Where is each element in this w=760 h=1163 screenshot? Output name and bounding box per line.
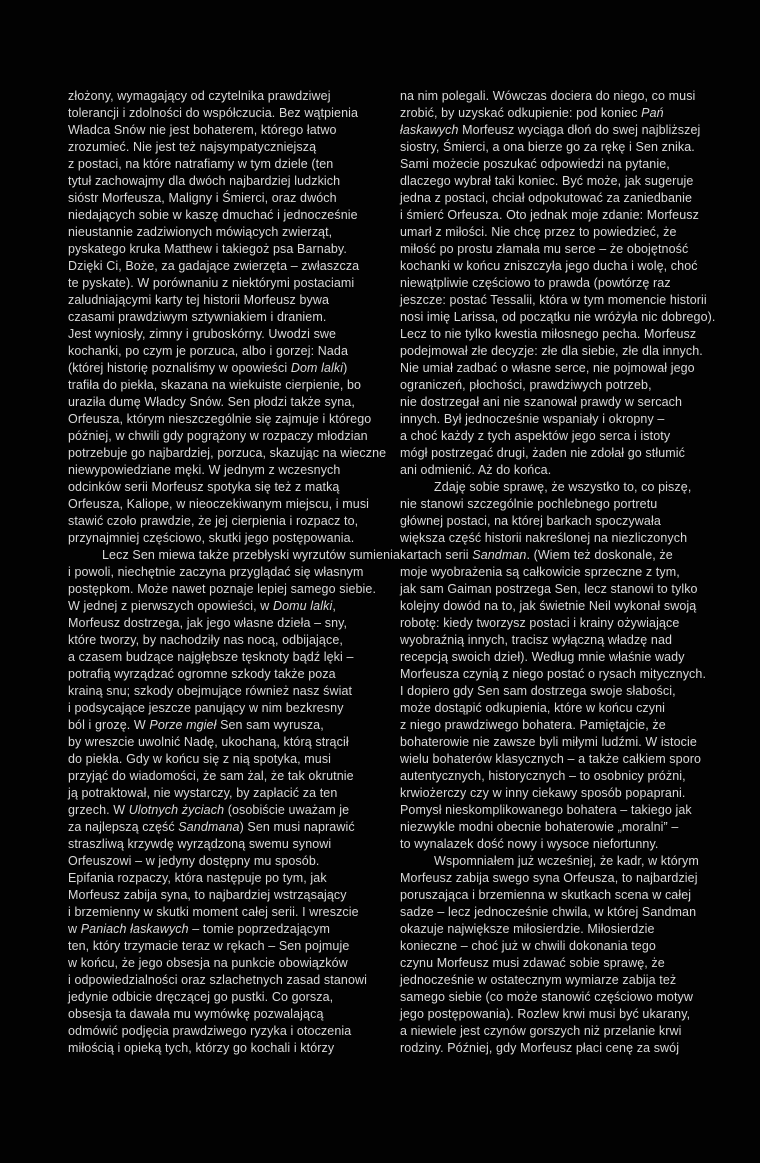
body-text: Morfeusza czynią z niego postać o rysach mitycznych. [400, 667, 707, 681]
body-text: i brzemienny w skutki moment całej serii. I wreszcie [68, 905, 359, 919]
text-line [68, 445, 406, 462]
body-text: krainą snu; szkody obejmujące również nasz świat [68, 684, 353, 698]
body-text: postępkom. Może nawet poznaje lepiej samego siebie. [68, 582, 377, 596]
text-line [68, 989, 406, 1006]
italic-title-text: Sandman [472, 548, 527, 562]
text-line [68, 598, 406, 615]
text-line [68, 428, 406, 445]
body-text: poruszająca i brzemienna w skutkach scena w całej [400, 888, 692, 902]
body-text: grzech. W [68, 803, 129, 817]
text-line [68, 734, 406, 751]
text-line [400, 666, 738, 683]
body-text: jak sam Gaiman postrzega Sen, lecz stanowi to tylko [400, 582, 698, 596]
text-line [400, 853, 738, 870]
text-line [400, 139, 738, 156]
text-line [400, 241, 738, 258]
body-text: a choć każdy z tych aspektów jego serca i istoty [400, 429, 671, 443]
text-line [400, 122, 738, 139]
body-text: większa część historii nakreślonej na niezliczonych [400, 531, 688, 545]
text-line [400, 156, 738, 173]
body-text: , [332, 599, 336, 613]
body-text: wyobraźnią innych, tracisz wyłączną władzę nad [400, 633, 673, 647]
body-text: Morfeusz zabija swego syna Orfeusza, to najbardziej [400, 871, 698, 885]
text-line [68, 275, 406, 292]
text-line [68, 224, 406, 241]
text-line [68, 802, 406, 819]
body-text: sióstr Morfeusza, Maligny i Śmierci, oraz dwóch [68, 191, 337, 205]
text-line [68, 88, 406, 105]
body-text: do piekła. Gdy w końcu się z nią spotyka, musi [68, 752, 332, 766]
text-line [68, 343, 406, 360]
text-line [400, 1006, 738, 1023]
body-text: pyskatego kruka Matthew i takiegoż psa Barnaby. [68, 242, 347, 256]
body-text: trafiła do piekła, skazana na wiekuiste cierpienie, bo [68, 378, 362, 392]
text-line [400, 88, 738, 105]
body-text: może dostąpić odkupienia, które w końcu czyni [400, 701, 666, 715]
text-column-left [68, 88, 406, 1057]
text-line [68, 768, 406, 785]
text-line [68, 122, 406, 139]
text-line [400, 564, 738, 581]
body-text: czasami prawdziwym sztywniakiem i draniem. [68, 310, 327, 324]
text-line [400, 496, 738, 513]
body-text: Orfeusza, którym nieszczególnie się zajmuje i którego [68, 412, 372, 426]
body-text: Epifania rozpaczy, która następuje po tym, jak [68, 871, 327, 885]
text-line [400, 292, 738, 309]
text-line [68, 1040, 406, 1057]
text-line [68, 411, 406, 428]
body-text: (której historię poznaliśmy w opowieści [68, 361, 291, 375]
text-line [400, 445, 738, 462]
italic-title-text: Sandmana [178, 820, 240, 834]
body-text: kochanki, po czym je porzuca, albo i gorzej: Nada [68, 344, 349, 358]
body-text: miłość po prostu złamała mu serce – że obojętność [400, 242, 689, 256]
italic-title-text: Dom lalki [290, 361, 344, 375]
body-text: i powoli, niechętnie zaczyna przyglądać się własnym [68, 565, 364, 579]
text-line [68, 326, 406, 343]
body-text: by wreszcie uwolnić Nadę, ukochaną, którą strącił [68, 735, 349, 749]
body-text: a niewiele jest czynów gorszych niż przelanie krwi [400, 1024, 682, 1038]
body-text: miłością i opieką tych, którzy go kochali i którzy [68, 1041, 335, 1055]
text-line [68, 462, 406, 479]
body-text: niewątpliwie częściowo to prawda (powtórzę raz [400, 276, 671, 290]
body-text: moje wyobrażenia są całkowicie sprzeczne z tym, [400, 565, 680, 579]
body-text: Morfeusz dostrzega, jak jego własne dzieła – sny, [68, 616, 348, 630]
body-text: i śmierć Orfeusza. Oto jednak moje zdanie: Morfeusz [400, 208, 699, 222]
body-text: bohaterowie nie zawsze byli miłymi ludźmi. W istocie [400, 735, 697, 749]
text-line [68, 207, 406, 224]
text-line [68, 394, 406, 411]
body-text: głównej postaci, na której barkach spoczywała [400, 514, 661, 528]
body-text: zaludniającymi karty tej historii Morfeusz bywa [68, 293, 330, 307]
italic-title-text: Porze mgieł [149, 718, 217, 732]
text-line [68, 615, 406, 632]
body-text: kartach serii [400, 548, 473, 562]
body-text: jedna z postaci, chciał odpokutować za zaniedbanie [400, 191, 692, 205]
body-text: rodziny. Później, gdy Morfeusz płaci cenę za swój [400, 1041, 680, 1055]
text-line [400, 904, 738, 921]
text-line [68, 173, 406, 190]
body-text: okazuje największe miłosierdzie. Miłosierdzie [400, 922, 655, 936]
body-text: ją potraktował, nie wystarczy, by zapłacić za ten [68, 786, 338, 800]
body-text: konieczne – choć już w chwili dokonania tego [400, 939, 656, 953]
body-text: nosi imię Larissa, od początku nie wróżyła nic dobrego). [400, 310, 716, 324]
body-text: potrafią wyrządzać ogromne szkody także poza [68, 667, 336, 681]
text-line [68, 564, 406, 581]
italic-title-text: Pań [641, 106, 664, 120]
body-text: kolejny dowód na to, jak świetnie Neil wykonał swoją [400, 599, 697, 613]
text-line [400, 377, 738, 394]
text-line [400, 802, 738, 819]
italic-title-text: Domu lalki [272, 599, 333, 613]
text-line [68, 156, 406, 173]
text-line [68, 921, 406, 938]
text-line [400, 700, 738, 717]
text-line [68, 938, 406, 955]
text-line [68, 717, 406, 734]
body-text: krwiożerczy czy w inny ciekawy sposób popaprani. [400, 786, 686, 800]
body-text: niezwykle modni obecnie bohaterowie „moralni” – [400, 820, 679, 834]
text-line [400, 258, 738, 275]
body-text: recepcją swoich dzieł). Według mnie właśnie wady [400, 650, 685, 664]
text-line [68, 1023, 406, 1040]
text-line [68, 496, 406, 513]
text-line [400, 207, 738, 224]
body-text: robotę: kiedy tworzysz postaci i krainy ożywiające [400, 616, 680, 630]
body-text: autentycznych, historycznych – to osobnicy próżni, [400, 769, 686, 783]
text-line [68, 955, 406, 972]
body-text: Dzięki Ci, Boże, za gadające zwierzęta – zwłaszcza [68, 259, 360, 273]
body-text: ból i grozę. W [68, 718, 150, 732]
text-line [68, 581, 406, 598]
text-line [400, 513, 738, 530]
text-line [400, 394, 738, 411]
body-text: Sen sam wyrusza, [216, 718, 324, 732]
text-line [400, 768, 738, 785]
body-text: dlaczego wybrał taki koniec. Być może, jak sugeruje [400, 174, 694, 188]
text-line [68, 751, 406, 768]
body-text: w [68, 922, 81, 936]
body-text: odmówić podjęcia prawdziwego ryzyka i otoczenia [68, 1024, 352, 1038]
body-text: sadze – lecz jednocześnie chwila, w której Sandman [400, 905, 697, 919]
body-text: Zdaję sobie sprawę, że wszystko to, co piszę, [434, 480, 692, 494]
text-line [400, 343, 738, 360]
body-text: czynu Morfeusz musi zdawać sobie sprawę, że [400, 956, 665, 970]
body-text: to wynalazek dość nowy i wysoce niefortunny. [400, 837, 659, 851]
text-line [68, 105, 406, 122]
body-text: jedynie odbicie dręczącej go pustki. Co gorsza, [68, 990, 334, 1004]
body-text: odcinków serii Morfeusz spotyka się też z matką [68, 480, 340, 494]
body-text: innych. Był jednocześnie wspaniały i okropny – [400, 412, 665, 426]
text-line [68, 190, 406, 207]
text-line [400, 105, 738, 122]
text-line [400, 547, 738, 564]
text-line [400, 921, 738, 938]
body-text: jednocześnie w ostatecznym wymiarze zabija też [400, 973, 677, 987]
body-text: Morfeusz zabija syna, to najbardziej wstrząsający [68, 888, 347, 902]
text-line [400, 870, 738, 887]
text-line [400, 734, 738, 751]
text-line [68, 853, 406, 870]
text-line [68, 683, 406, 700]
body-text: tolerancji i zdolności do współczucia. Bez wątpienia [68, 106, 359, 120]
body-text: – tomie poprzedzającym [188, 922, 330, 936]
text-line [68, 785, 406, 802]
body-text: ograniczeń, płochości, prawdziwych potrzeb, [400, 378, 652, 392]
text-line [400, 836, 738, 853]
text-line [400, 615, 738, 632]
text-line [68, 479, 406, 496]
body-text: nie dostrzegał ani nie szanował prawdy w sercach [400, 395, 683, 409]
body-text: te pyskate). W porównaniu z niektórymi postaciami [68, 276, 355, 290]
body-text: przyjąć do wiadomości, że sam żal, że tak okrutnie [68, 769, 354, 783]
italic-title-text: łaskawych [400, 123, 459, 137]
text-line [400, 819, 738, 836]
text-line [68, 904, 406, 921]
body-text: ) [343, 361, 348, 375]
body-text: zrozumieć. Nie jest też najsympatyczniejszą [68, 140, 317, 154]
body-text: za najlepszą część [68, 820, 179, 834]
body-text: nieustannie zadziwionych mówiących zwierząt, [68, 225, 333, 239]
body-text: z niego prawdziwego bohatera. Pamiętajcie, że [400, 718, 666, 732]
text-line [400, 428, 738, 445]
body-text: a czasem budzące najgłębsze tęsknoty bądź lęki – [68, 650, 354, 664]
text-line [400, 462, 738, 479]
body-text: straszliwą krzywdę wyrządzoną swemu synowi [68, 837, 332, 851]
body-text: w końcu, że jego obsesja na punkcie obowiązków [68, 956, 348, 970]
text-line [400, 649, 738, 666]
text-line [400, 326, 738, 343]
text-line [400, 190, 738, 207]
body-text: niewypowiedziane męki. W jednym z wczesnych [68, 463, 341, 477]
text-line [68, 870, 406, 887]
text-line [400, 751, 738, 768]
body-text: Sami możecie poszukać odpowiedzi na pytanie, [400, 157, 670, 171]
body-text: I dopiero gdy Sen sam dostrzega swoje słabości, [400, 684, 676, 698]
body-text: zrobić, by uzyskać odkupienie: pod koniec [400, 106, 642, 120]
body-text: podejmował złe decyzje: złe dla siebie, złe dla innych. [400, 344, 703, 358]
body-text: niedających sobie w kaszę dmuchać i jednocześnie [68, 208, 358, 222]
body-text: z postaci, na które natrafiamy w tym dziele (ten [68, 157, 334, 171]
text-line [68, 530, 406, 547]
body-text: które tworzy, by nachodziły nas nocą, odbijające, [68, 633, 343, 647]
text-line [400, 887, 738, 904]
body-text: W jednej z pierwszych opowieści, w [68, 599, 273, 613]
body-text: Morfeusz wyciąga dłoń do swej najbliższej [458, 123, 701, 137]
text-line [400, 972, 738, 989]
text-line [68, 666, 406, 683]
body-text: . (Wiem też doskonale, że [526, 548, 673, 562]
text-line [68, 309, 406, 326]
text-line [400, 411, 738, 428]
text-line [400, 530, 738, 547]
body-text: ) Sen musi naprawić [239, 820, 355, 834]
body-text: Orfeusza, Kaliope, w nieoczekiwanym miejscu, i musi [68, 497, 370, 511]
body-text: samego siebie (co może stanowić częściowo motyw [400, 990, 694, 1004]
text-line [400, 632, 738, 649]
text-line [68, 1006, 406, 1023]
text-line [400, 989, 738, 1006]
text-line [400, 224, 738, 241]
text-line [400, 173, 738, 190]
body-text: Pomysł nieskomplikowanego bohatera – takiego jak [400, 803, 692, 817]
text-line [68, 360, 406, 377]
text-line [400, 938, 738, 955]
body-text: Wspomniałem już wcześniej, że kadr, w którym [434, 854, 699, 868]
text-line [68, 547, 406, 564]
body-text: jego postępowania). Rozlew krwi musi być ukarany, [400, 1007, 691, 1021]
body-text: później, w chwili gdy pogrążony w rozpaczy młodzian [68, 429, 368, 443]
text-column-right [400, 88, 738, 1057]
body-text: i podsycające jeszcze panujący w nim bezkresny [68, 701, 344, 715]
body-text: i odpowiedzialności oraz szlachetnych zasad stanowi [68, 973, 368, 987]
text-line [400, 479, 738, 496]
text-line [68, 836, 406, 853]
body-text: nie stanowi szczególnie pochlebnego portretu [400, 497, 658, 511]
body-text: Lecz to nie tylko kwestia miłosnego pecha. Morfeusz [400, 327, 697, 341]
text-line [68, 819, 406, 836]
text-line [68, 139, 406, 156]
body-text: tytuł zachowajmy dla dwóch najbardziej ludzkich [68, 174, 341, 188]
text-line [400, 1023, 738, 1040]
body-text: wielu bohaterów klasycznych – a także całkiem sporo [400, 752, 702, 766]
body-text: złożony, wymagający od czytelnika prawdziwej [68, 89, 331, 103]
text-line [68, 241, 406, 258]
text-line [400, 955, 738, 972]
body-text: potrzebuje go najbardziej, porzuca, skazując na wieczne [68, 446, 387, 460]
text-line [68, 972, 406, 989]
italic-title-text: Ulotnych życiach [128, 803, 225, 817]
text-line [400, 581, 738, 598]
text-line [68, 292, 406, 309]
italic-title-text: Paniach łaskawych [80, 922, 189, 936]
body-text: mógł postrzegać drugi, żaden nie zdołał go stłumić [400, 446, 686, 460]
body-text: stawić czoło prawdzie, że jej cierpienia i rozpacz to, [68, 514, 359, 528]
body-text: (osobiście uważam je [224, 803, 350, 817]
body-text: Jest wyniosły, zimny i gruboskórny. Uwodzi swe [68, 327, 337, 341]
text-line [400, 1040, 738, 1057]
body-text: Nie umiał zadbać o własne serce, nie pojmował jego [400, 361, 695, 375]
body-text: ani odmienić. Aż do końca. [400, 463, 552, 477]
text-line [68, 377, 406, 394]
text-line [400, 275, 738, 292]
body-text: na nim polegali. Wówczas dociera do niego, co musi [400, 89, 696, 103]
text-line [68, 887, 406, 904]
text-line [68, 632, 406, 649]
body-text: Lecz Sen miewa także przebłyski wyrzutów sumienia [102, 548, 401, 562]
text-line [400, 785, 738, 802]
text-line [400, 598, 738, 615]
body-text: Orfeuszowi – w jedyny dostępny mu sposób. [68, 854, 320, 868]
body-text: umarł z miłości. Nie chcę przez to powiedzieć, że [400, 225, 677, 239]
body-text: kochanki w końcu zniszczyła jego ducha i wolę, choć [400, 259, 698, 273]
text-line [68, 513, 406, 530]
body-text: ten, który trzymacie teraz w rękach – Sen pojmuje [68, 939, 350, 953]
text-line [68, 649, 406, 666]
body-text: siostry, Śmierci, a ona bierze go za rękę i Sen znika. [400, 140, 695, 154]
body-text: obsesja ta dawała mu wymówkę pozwalającą [68, 1007, 324, 1021]
body-text: uraziła dumę Władcy Snów. Sen płodzi także syna, [68, 395, 355, 409]
text-line [400, 717, 738, 734]
body-text: jeszcze: postać Tessalii, która w tym momencie historii [400, 293, 707, 307]
text-line [400, 360, 738, 377]
text-line [400, 309, 738, 326]
text-line [68, 700, 406, 717]
body-text: przynajmniej częściowo, skutki jego postępowania. [68, 531, 355, 545]
text-line [400, 683, 738, 700]
body-text: Władca Snów nie jest bohaterem, którego łatwo [68, 123, 337, 137]
text-line [68, 258, 406, 275]
